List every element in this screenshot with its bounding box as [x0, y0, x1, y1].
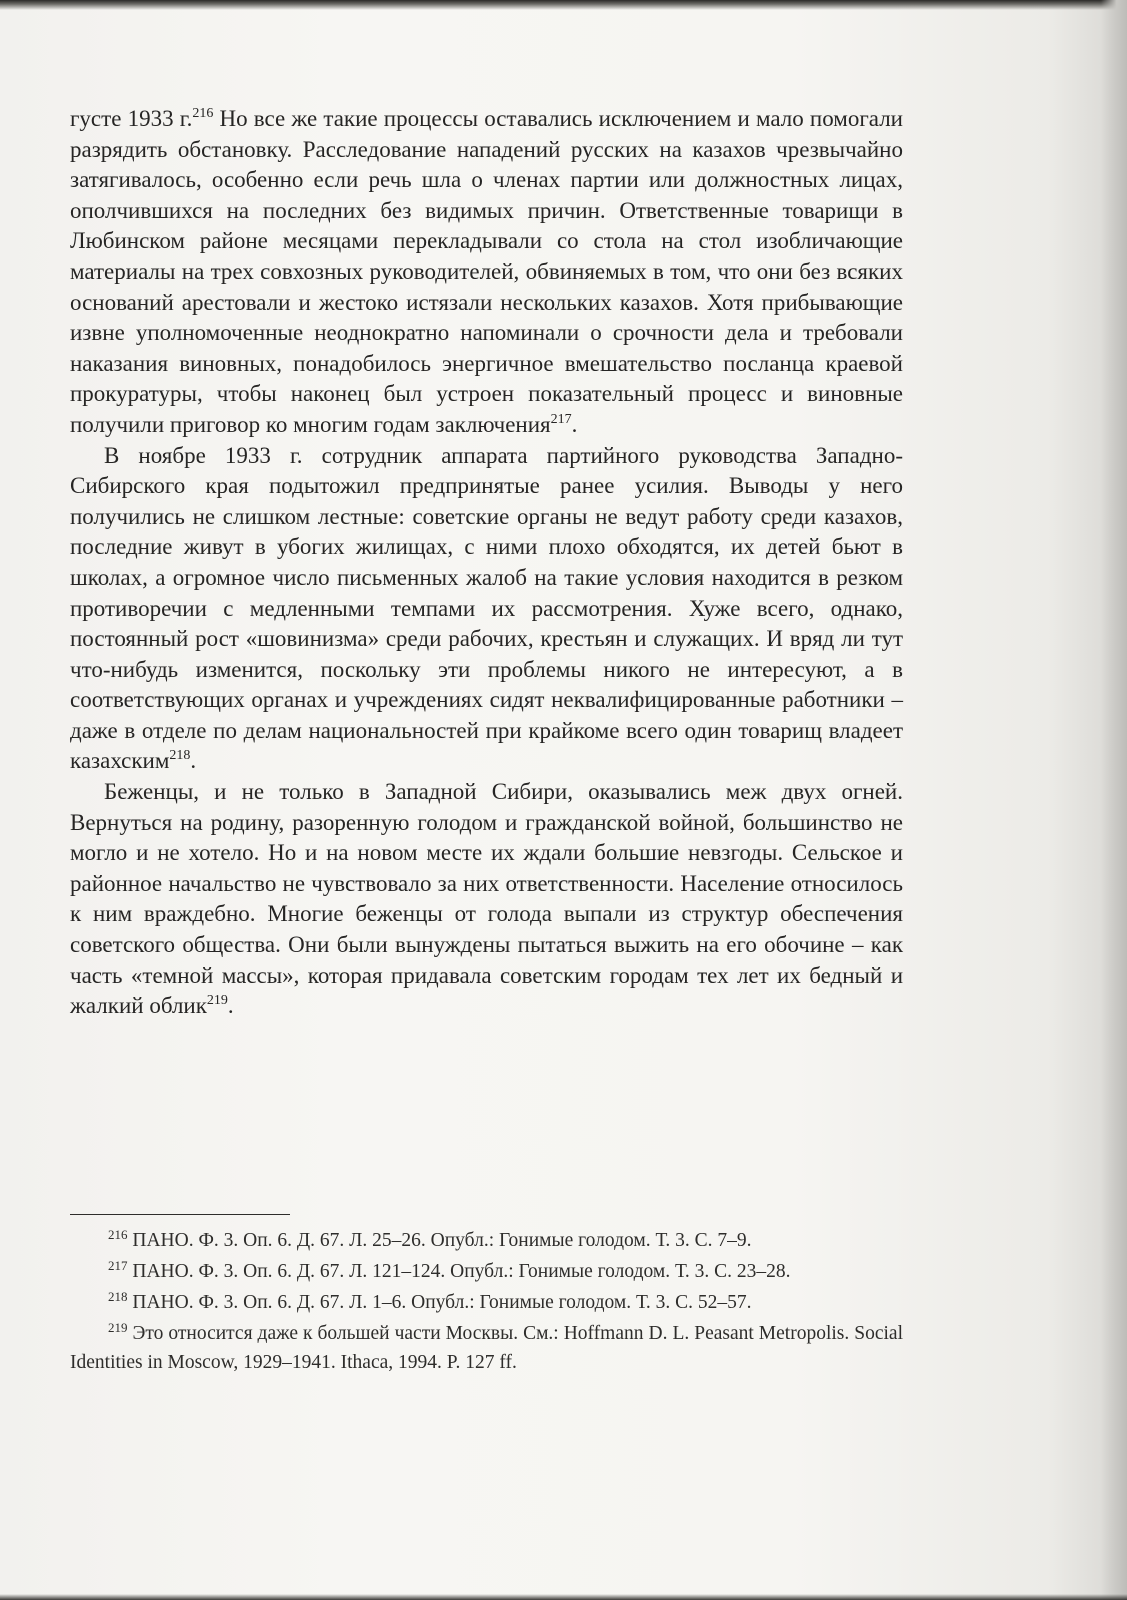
- paragraph-1: [70, 104, 903, 441]
- footnote-216: [70, 1226, 903, 1255]
- footnote-text: Это относится даже к большей части Москвы. См.: Hoffmann D. L. Peasant Metropolis. Social Identities in Moscow, 1929–1941. Ithaca, 1994. P. 127 ff.: [70, 1323, 903, 1373]
- footnote-number: 219: [108, 1320, 128, 1335]
- paragraph-text: .: [190, 748, 197, 774]
- paragraph-text: Беженцы, и не только в Западной Сибири, оказывались меж двух огней. Вернуться на родину, разоренную голодом и гражданской войной, большинство не могло и не хотело. Но и на новом месте их ждали большие невзгоды. Сельское и районное начальство не чувствовало за них ответственности. Население относилось к ним враждебно. Многие беженцы от голода выпали из структур обеспечения советского общества. Они были вынуждены пытаться выжить на его обочине – как часть «темной массы», которая придавала советским городам тех лет их бедный и жалкий облик: [70, 779, 903, 1019]
- main-text: [70, 104, 903, 1022]
- footnote-ref-216[interactable]: 216: [192, 106, 214, 121]
- footnote-ref-218[interactable]: 218: [169, 748, 191, 764]
- paragraph-text: .: [227, 993, 234, 1019]
- paragraph-text: Но все же такие процессы оставались исключением и мало помогали разрядить обстановку. Расследование нападений русских на казахов чрезвычайно затягивалось, особенно если речь шла о членах партии или должностных лицах, ополчившихся на последних без видимых причин. Ответственные товарищи в Любинском районе месяцами перекладывали со стола на стол изобличающие материалы на трех совхозных руководителей, обвиняемых в том, что они без всяких оснований арестовали и жестоко истязали нескольких казахов. Хотя прибывающие извне уполномоченные неоднократно напоминали о срочности дела и требовали наказания виновных, понадобилось энергичное вмешательство посланца краевой прокуратуры, чтобы наконец был устроен показательный процесс и виновные получили приговор ко многим годам заключения: [70, 106, 903, 437]
- footnote-number: 218: [108, 1289, 128, 1304]
- footnote-217: [70, 1257, 903, 1286]
- paragraph-text: густе 1933 г.: [70, 106, 193, 131]
- footnote-text: ПАНО. Ф. 3. Оп. 6. Д. 67. Л. 121–124. Опубл.: Гонимые голодом. Т. 3. С. 23–28.: [127, 1261, 791, 1282]
- footnote-219: [70, 1319, 903, 1377]
- paragraph-text: .: [571, 411, 578, 437]
- footnote-text: ПАНО. Ф. 3. Оп. 6. Д. 67. Л. 1–6. Опубл.: Гонимые голодом. Т. 3. С. 52–57.: [127, 1292, 752, 1313]
- paragraph-3: [70, 777, 903, 1022]
- scan-bottom-edge: [0, 1594, 1127, 1600]
- paragraph-text: В ноябре 1933 г. сотрудник аппарата партийного руководства Западно-Сибирского края подытожил предпринятые ранее усилия. Выводы у него получились не слишком лестные: советские органы не ведут работу среди казахов, последние живут в убогих жилищах, с ними плохо обходятся, их детей бьют в школах, а огромное число письменных жалоб на такие условия находится в резком противоречии с медленными темпами их рассмотрения. Хуже всего, однако, постоянный рост «шовинизма» среди рабочих, крестьян и служащих. И вряд ли тут что-нибудь изменится, поскольку эти проблемы никого не интересуют, а в соответствующих органах и учреждениях сидят неквалифицированные работники – даже в отделе по делам национальностей при крайкоме всего один товарищ владеет казахским: [70, 442, 903, 774]
- footnote-number: 217: [108, 1258, 128, 1273]
- scan-top-edge: [0, 0, 1127, 10]
- footnotes: [70, 1226, 903, 1379]
- footnote-text: ПАНО. Ф. 3. Оп. 6. Д. 67. Л. 25–26. Опубл.: Гонимые голодом. Т. 3. С. 7–9.: [127, 1230, 752, 1251]
- footnote-separator: [70, 1214, 290, 1215]
- paragraph-2: [70, 441, 903, 778]
- footnote-number: 216: [108, 1227, 128, 1242]
- footnote-ref-219[interactable]: 219: [206, 993, 228, 1009]
- footnote-218: [70, 1288, 903, 1317]
- scan-spine-shadow: [1101, 0, 1127, 1600]
- footnote-ref-217[interactable]: 217: [550, 411, 572, 427]
